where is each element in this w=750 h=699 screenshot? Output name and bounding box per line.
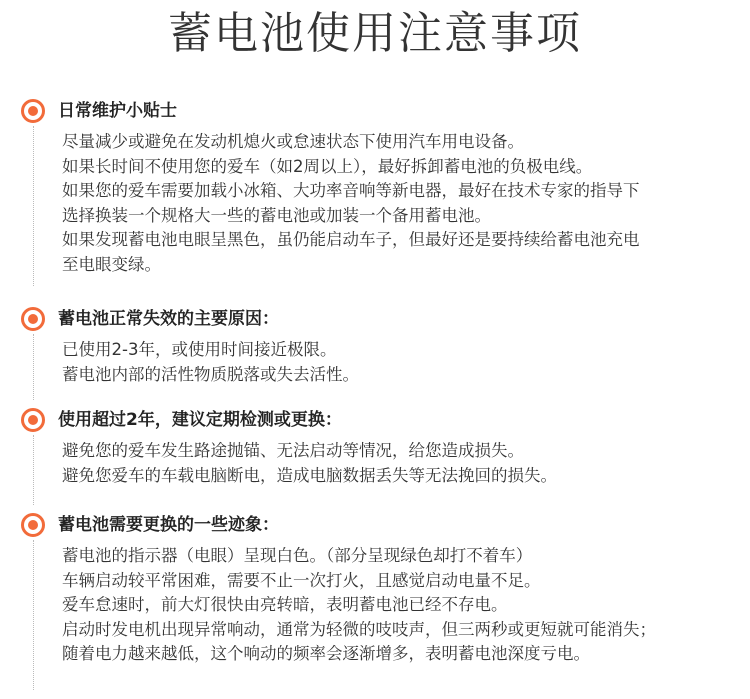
section-header: [0, 405, 750, 435]
section-heading: 蓄电池正常失效的主要原因：: [58, 309, 279, 329]
body-line: 选择换装一个规格大一些的蓄电池或加装一个备用蓄电池。: [62, 205, 491, 225]
body-line: 如果长时间不使用您的爱车（如2周以上），最好拆卸蓄电池的负极电线。: [62, 156, 593, 176]
body-line: 爱车怠速时，前大灯很快由亮转暗，表明蓄电池已经不存电。: [62, 595, 508, 614]
body-line: 蓄电池内部的活性物质脱落或失去活性。: [62, 364, 359, 384]
section-heading: 使用超过2年，建议定期检测或更换：: [58, 410, 342, 430]
body-line: 蓄电池的指示器（电眼）呈现白色。（部分呈现绿色却打不着车）: [62, 546, 533, 565]
section-heading: 日常维护小贴士: [58, 101, 177, 121]
section-body: [62, 544, 742, 667]
section-divider: [33, 540, 34, 690]
target-circle-icon: [21, 99, 45, 123]
target-circle-icon: [21, 513, 45, 537]
section-divider: [33, 435, 34, 505]
body-line: 如果您的爱车需要加载小冰箱、大功率音响等新电器，最好在技术专家的指导下: [62, 181, 640, 200]
body-line: 避免您的爱车发生路途抛锚、无法启动等情况，给您造成损失。: [62, 441, 524, 460]
section-body: [62, 439, 742, 488]
section-header: [0, 96, 750, 126]
body-line: 至电眼变绿。: [62, 254, 161, 274]
section-body: [62, 338, 742, 387]
section-divider: [33, 334, 34, 400]
section-divider: [33, 126, 34, 286]
section-header: [0, 304, 750, 334]
body-line: 启动时发电机出现异常响动，通常为轻微的吱吱声，但三两秒或更短就可能消失；: [62, 619, 656, 639]
body-line: 尽量减少或避免在发动机熄火或怠速状态下使用汽车用电设备。: [62, 132, 524, 151]
body-line: 随着电力越来越低，这个响动的频率会逐渐增多，表明蓄电池深度亏电。: [62, 644, 590, 663]
section-body: [62, 130, 742, 277]
target-circle-icon: [21, 408, 45, 432]
body-line: 车辆启动较平常困难，需要不止一次打火，且感觉启动电量不足。: [62, 570, 541, 590]
body-line: 已使用2-3年，或使用时间接近极限。: [62, 340, 337, 359]
page-title: 蓄电池使用注意事项: [168, 8, 582, 59]
body-line: 如果发现蓄电池电眼呈黑色，虽仍能启动车子，但最好还是要持续给蓄电池充电: [62, 230, 640, 249]
section-heading: 蓄电池需要更换的一些迹象：: [58, 515, 279, 535]
section-header: [0, 510, 750, 540]
target-circle-icon: [21, 307, 45, 331]
body-line: 避免您爱车的车载电脑断电，造成电脑数据丢失等无法挽回的损失。: [62, 465, 557, 485]
